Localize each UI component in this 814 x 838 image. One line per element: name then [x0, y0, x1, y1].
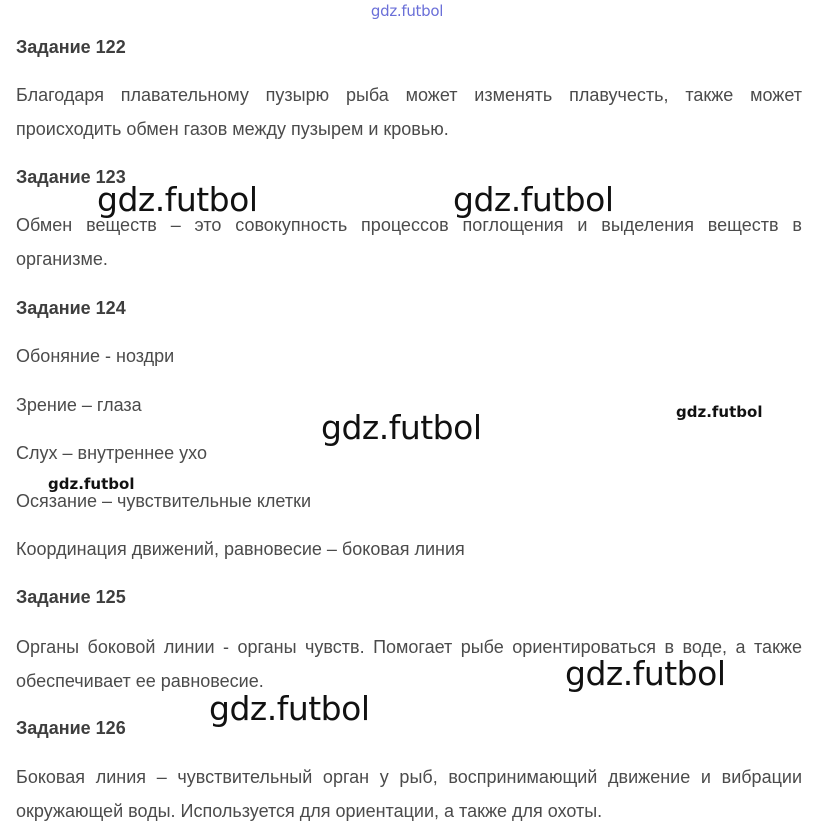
task-124-line-3: Слух – внутреннее ухо [16, 443, 207, 463]
watermark: gdz.futbol [209, 689, 370, 728]
task-123-text: Обмен веществ – это совокупность процессов поглощения и выделения веществ в организме. [16, 215, 802, 269]
watermark: gdz.futbol [97, 180, 258, 219]
watermark: gdz.futbol [453, 180, 614, 219]
watermark: gdz.futbol [48, 475, 135, 493]
task-122-heading: Задание 122 [16, 37, 126, 57]
task-124-line-4: Осязание – чувствительные клетки [16, 491, 312, 511]
watermark: gdz.futbol [676, 403, 763, 421]
task-126-heading: Задание 126 [16, 718, 126, 738]
task-123-heading: Задание 123 [16, 167, 126, 187]
task-124-line-2: Зрение – глаза [16, 395, 142, 415]
task-124-line-5: Координация движений, равновесие – боковая линия [16, 539, 465, 559]
task-125-text: Органы боковой линии - органы чувств. Помогает рыбе ориентироваться в воде, а также обеспечивает ее равновесие. [16, 637, 802, 691]
task-126-text: Боковая линия – чувствительный орган у рыб, воспринимающий движение и вибрации окружающей воды. Используется для ориентации, а также для охоты. [16, 767, 802, 821]
watermark: gdz.futbol [321, 408, 482, 447]
task-122-text: Благодаря плавательному пузырю рыба может изменять плавучесть, также может происходить обмен газов между пузырем и кровью. [16, 85, 802, 139]
task-124-heading: Задание 124 [16, 298, 126, 318]
task-125-heading: Задание 125 [16, 587, 126, 607]
top-watermark: gdz.futbol [370, 2, 444, 20]
watermark: gdz.futbol [565, 654, 726, 693]
task-124-line-1: Обоняние - ноздри [16, 346, 175, 366]
